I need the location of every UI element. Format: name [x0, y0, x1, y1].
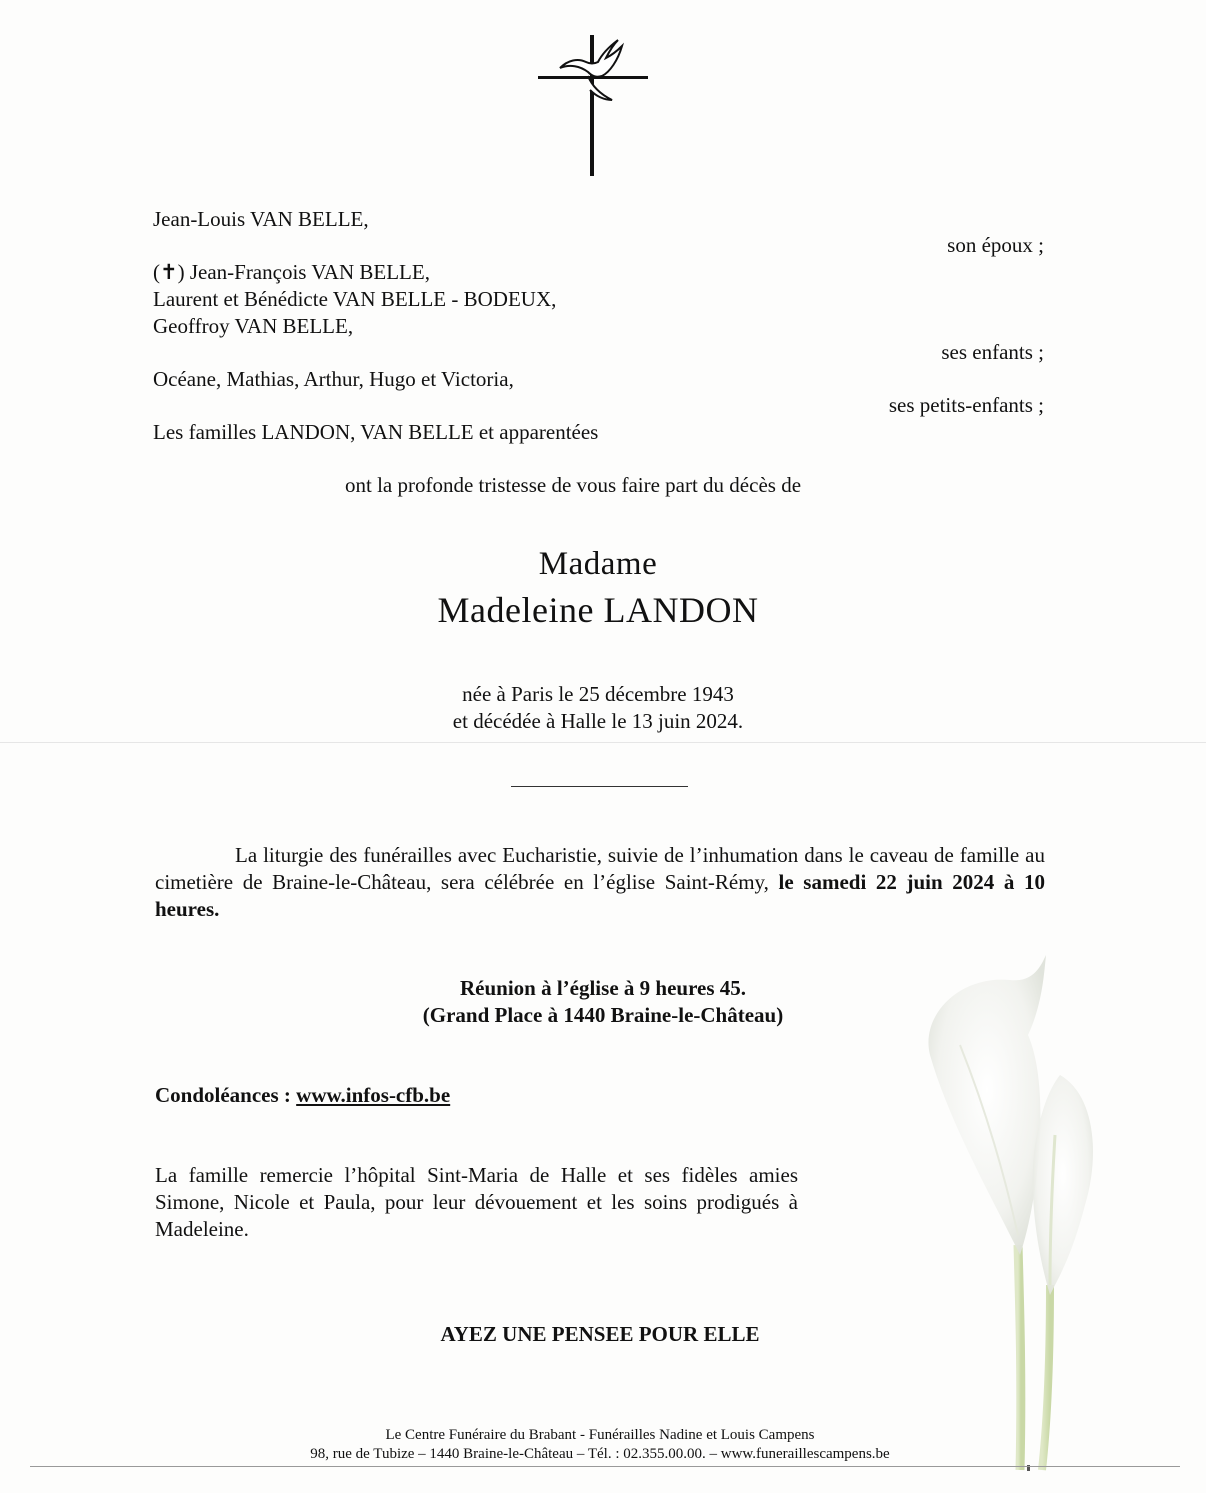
families-line: Les familles LANDON, VAN BELLE et apparentées: [153, 420, 599, 444]
deceased-title: Madame: [538, 546, 658, 582]
child-2: Laurent et Bénédicte VAN BELLE - BODEUX,: [153, 287, 557, 311]
child-1: (✝) Jean-François VAN BELLE,: [153, 260, 430, 284]
birth-line: née à Paris le 25 décembre 1943: [462, 682, 734, 706]
deceased-name: Madeleine LANDON: [437, 590, 759, 630]
announcement: ont la profonde tristesse de vous faire part du décès de: [345, 473, 802, 497]
grandchildren-role: ses petits-enfants ;: [888, 393, 1044, 417]
ceremony-text: La liturgie des funérailles avec Eucharistie, suivie de l’inhumation dans le caveau de famille au cimetière de Braine-le-Château, sera célébrée en l’église Saint-Rémy,: [155, 843, 1045, 894]
child-3: Geoffroy VAN BELLE,: [153, 314, 354, 338]
cross-with-dove-icon: [530, 30, 655, 180]
condolences-link[interactable]: www.infos-cfb.be: [296, 1083, 451, 1107]
spouse-role: son époux ;: [947, 233, 1044, 257]
footer-rule: [30, 1466, 1180, 1467]
condolences-label: Condoléances :: [155, 1083, 291, 1107]
meeting-line-1: Réunion à l’église à 9 heures 45.: [459, 976, 747, 1000]
spouse-name: Jean-Louis VAN BELLE,: [153, 207, 369, 231]
death-line: et décédée à Halle le 13 juin 2024.: [452, 709, 744, 733]
footer-line-1: Le Centre Funéraire du Brabant - Funérailles Nadine et Louis Campens: [385, 1427, 815, 1443]
condolences-line: [155, 1082, 450, 1109]
separator: [511, 786, 688, 787]
ceremony-date: le samedi 22 juin 2024 à 10 heures.: [155, 870, 1046, 921]
closing-line: AYEZ UNE PENSEE POUR ELLE: [440, 1322, 760, 1346]
thanks-paragraph: La famille remercie l’hôpital Sint-Maria de Halle et ses fidèles amies Simone, Nicole et Paula, pour leur dévouement et les soins prodigués à Madeleine.: [155, 1163, 798, 1241]
calla-lily-illustration: [900, 955, 1100, 1475]
fold-line: [0, 742, 1206, 743]
children-role: ses enfants ;: [941, 340, 1044, 364]
meeting-line-2: (Grand Place à 1440 Braine-le-Château): [422, 1003, 784, 1027]
footer-line-2: 98, rue de Tubize – 1440 Braine-le-Château – Tél. : 02.355.00.00. – www.funeraillescampens.be: [310, 1446, 890, 1462]
ceremony-paragraph: [155, 842, 1045, 923]
grandchildren-names: Océane, Mathias, Arthur, Hugo et Victoria,: [153, 367, 514, 391]
